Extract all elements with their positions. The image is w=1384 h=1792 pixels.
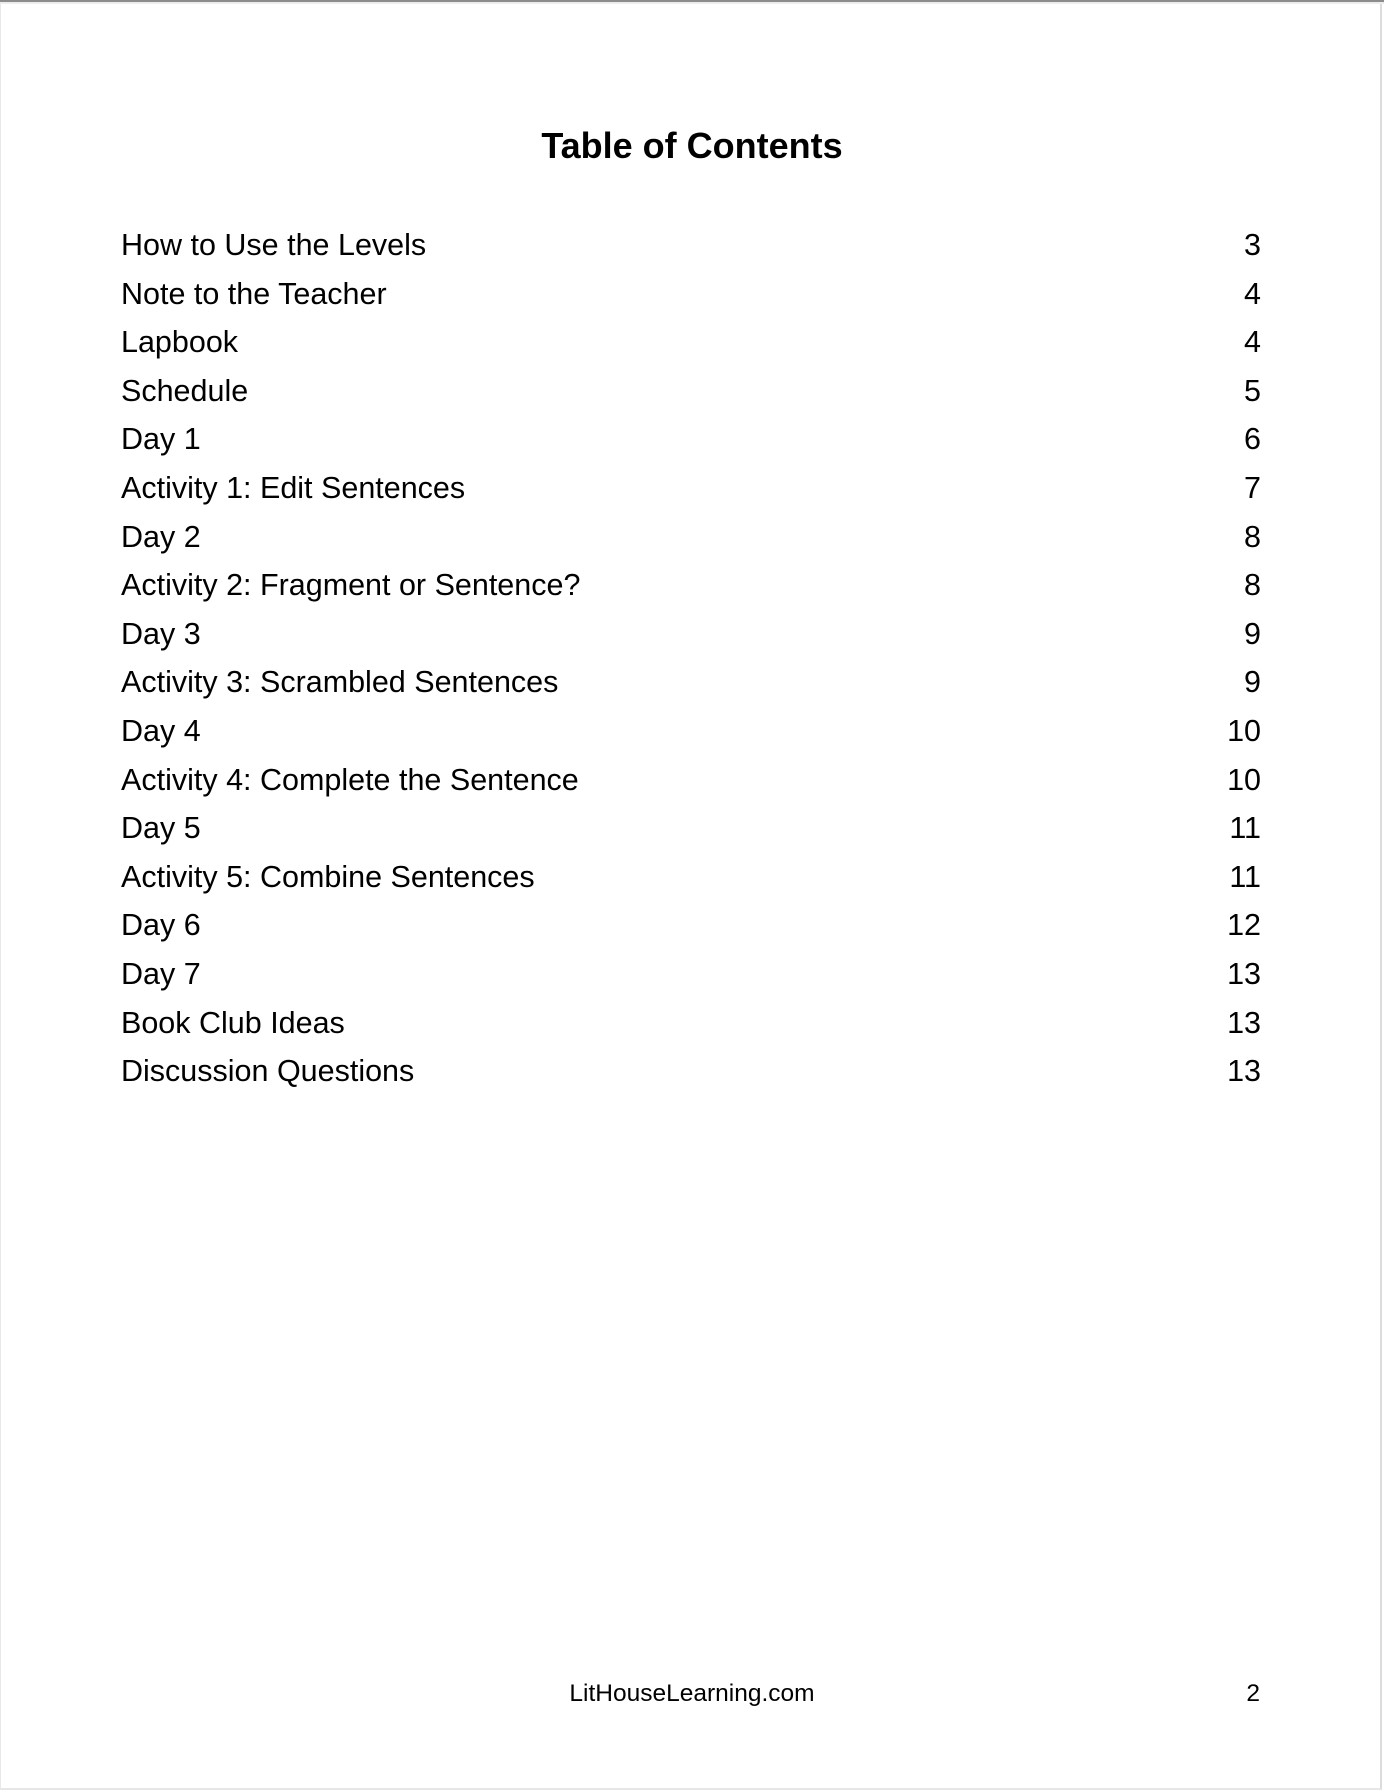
toc-entry-page: 11: [1229, 859, 1261, 894]
toc-entry[interactable]: [121, 272, 1261, 321]
toc-entry-page: 7: [1244, 470, 1261, 505]
toc-entry[interactable]: [121, 466, 1261, 515]
toc-entry[interactable]: [121, 709, 1261, 758]
toc-entry[interactable]: [121, 1001, 1261, 1050]
page-title: Table of Contents: [541, 125, 843, 166]
toc-entry[interactable]: [121, 223, 1261, 272]
toc-entry[interactable]: [121, 806, 1261, 855]
toc-entry-page: 10: [1227, 713, 1261, 748]
toc-entry-page: 13: [1227, 956, 1261, 991]
toc-entry-page: 10: [1227, 762, 1261, 797]
toc-entry-page: 3: [1244, 228, 1261, 262]
toc-entry[interactable]: [121, 855, 1261, 904]
toc-entry-page: 8: [1244, 568, 1261, 603]
toc-entry[interactable]: [121, 903, 1261, 952]
toc-entry-label: Note to the Teacher: [121, 276, 387, 311]
toc-entry-label: How to Use the Levels: [121, 228, 427, 262]
toc-entry[interactable]: [121, 758, 1261, 807]
toc-entry-label: Activity 3: Scrambled Sentences: [121, 665, 559, 700]
toc-entry-page: 8: [1244, 519, 1261, 554]
toc-entry-page: 9: [1244, 616, 1261, 651]
toc-entry[interactable]: [121, 417, 1261, 466]
toc-entry[interactable]: [121, 563, 1261, 612]
toc-entry[interactable]: [121, 952, 1261, 1001]
toc-entry-label: Day 3: [121, 616, 201, 651]
toc-entry-label: Day 1: [121, 422, 201, 457]
toc-entry-label: Activity 4: Complete the Sentence: [121, 762, 579, 797]
toc-entry-label: Day 2: [121, 519, 201, 554]
toc-entry-page: 13: [1227, 1005, 1261, 1040]
toc-entry-label: Activity 5: Combine Sentences: [121, 859, 535, 894]
toc-entry[interactable]: [121, 660, 1261, 709]
toc-entry-label: Day 6: [121, 908, 201, 943]
toc-entry-page: 6: [1244, 422, 1261, 457]
toc-entry-page: 4: [1244, 276, 1261, 311]
toc-entry-page: 11: [1229, 811, 1261, 846]
toc-entry-label: Lapbook: [121, 325, 239, 360]
toc-entry-page: 5: [1244, 373, 1261, 408]
toc-entry-page: 4: [1244, 325, 1261, 360]
toc-entry[interactable]: [121, 515, 1261, 564]
toc-entry[interactable]: [121, 320, 1261, 369]
toc-entry-label: Day 7: [121, 956, 201, 991]
toc-entry[interactable]: [121, 1049, 1261, 1098]
toc-entry-label: Day 5: [121, 811, 201, 846]
toc-entry-page: 13: [1227, 1054, 1261, 1089]
toc-entry-page: 9: [1244, 665, 1261, 700]
toc-entry-page: 12: [1227, 908, 1261, 943]
toc-entry[interactable]: [121, 612, 1261, 661]
toc-entry-label: Book Club Ideas: [121, 1005, 345, 1040]
toc-entry-label: Day 4: [121, 713, 201, 748]
footer-website: LitHouseLearning.com: [569, 1680, 815, 1707]
toc-entry[interactable]: [121, 369, 1261, 418]
toc-entry-label: Activity 1: Edit Sentences: [121, 470, 466, 505]
table-of-contents: [121, 223, 1261, 1098]
toc-entry-label: Activity 2: Fragment or Sentence?: [121, 568, 581, 603]
footer-page-number: 2: [1246, 1680, 1260, 1707]
toc-entry-label: Discussion Questions: [121, 1054, 415, 1089]
toc-entry-label: Schedule: [121, 373, 249, 408]
